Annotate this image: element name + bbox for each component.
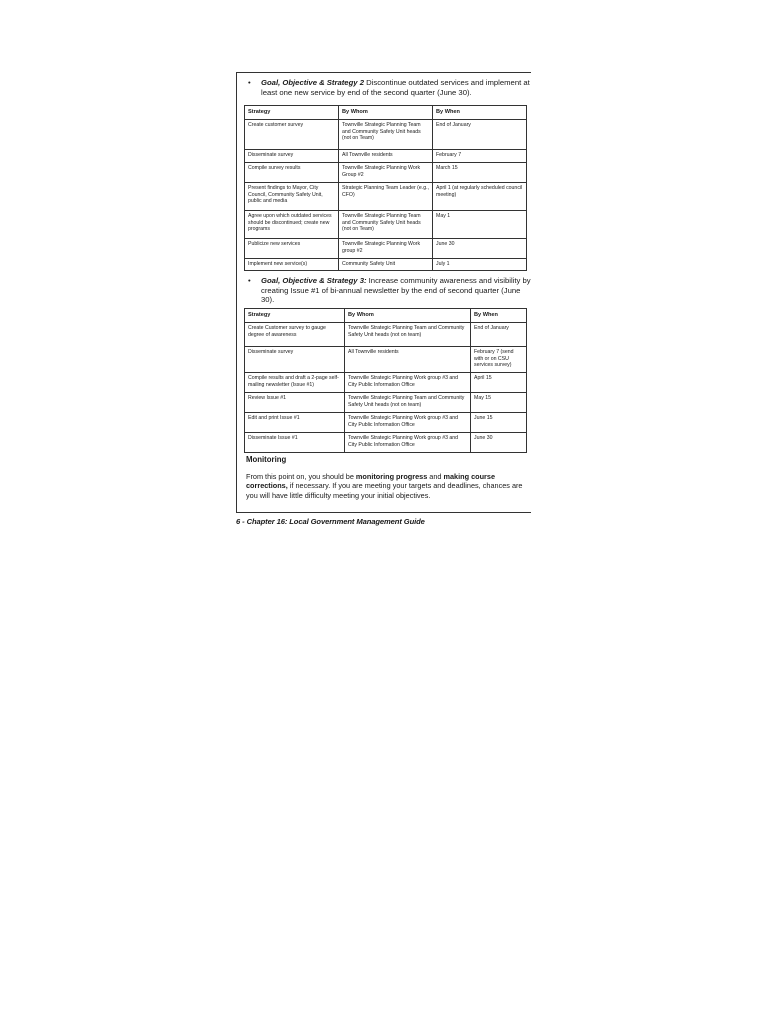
table-row — [245, 182, 527, 210]
goal-3-heading: Goal, Objective & Strategy 3: — [261, 276, 367, 285]
cell-strategy: Present findings to Mayor, City Council, Community Safety Unit, public and media — [245, 182, 339, 210]
cell-by-whom: Townville Strategic Planning Work group #2 — [339, 238, 433, 258]
monitoring-text-3: if necessary. If you are meeting your targets and deadlines, chances are you will have little difficulty meeting your initial objectives. — [246, 481, 523, 500]
page-footer: 6 - Chapter 16: Local Government Management Guide — [236, 517, 425, 526]
cell-by-whom: Community Safety Unit — [339, 258, 433, 271]
column-header-by-whom: By Whom — [345, 309, 471, 323]
column-header-strategy: Strategy — [245, 309, 345, 323]
strategy-table-1 — [244, 105, 527, 271]
cell-by-when: June 30 — [433, 238, 527, 258]
cell-by-whom: Townville Strategic Planning Work group #3 and City Public Information Office — [345, 432, 471, 452]
cell-by-when: April 1 (at regularly scheduled council meeting) — [433, 182, 527, 210]
table-row — [245, 119, 527, 149]
cell-strategy: Compile results and draft a 2-page self-mailing newsletter (Issue #1) — [245, 372, 345, 392]
column-header-by-whom: By Whom — [339, 106, 433, 120]
goal-2 — [248, 78, 532, 97]
cell-by-whom: Townville Strategic Planning Team and Community Safety Unit heads (not on team) — [345, 322, 471, 346]
cell-by-when: End of January — [433, 119, 527, 149]
cell-by-when: July 1 — [433, 258, 527, 271]
cell-by-whom: Townville Strategic Planning Work group #3 and City Public Information Office — [345, 412, 471, 432]
cell-by-when: April 15 — [471, 372, 527, 392]
cell-by-whom: All Townville residents — [345, 346, 471, 372]
cell-strategy: Agree upon which outdated services should be discontinued; create new programs — [245, 210, 339, 238]
table-row — [245, 149, 527, 162]
cell-by-when: February 7 — [433, 149, 527, 162]
table-row — [245, 392, 527, 412]
monitoring-emphasis-2: making course corrections, — [246, 472, 496, 491]
table-row — [245, 372, 527, 392]
monitoring-paragraph — [246, 472, 528, 500]
cell-strategy: Create customer survey — [245, 119, 339, 149]
column-header-by-when: By When — [471, 309, 527, 323]
table-row — [245, 412, 527, 432]
goal-2-heading: Goal, Objective & Strategy 2 — [261, 78, 364, 87]
cell-strategy: Review Issue #1 — [245, 392, 345, 412]
cell-by-whom: Townville Strategic Planning Team and Community Safety Unit heads (not on Team) — [339, 119, 433, 149]
cell-by-when: End of January — [471, 322, 527, 346]
cell-strategy: Disseminate Issue #1 — [245, 432, 345, 452]
cell-by-whom: Townville Strategic Planning Work group #3 and City Public Information Office — [345, 372, 471, 392]
cell-by-when: May 15 — [471, 392, 527, 412]
cell-strategy: Disseminate survey — [245, 149, 339, 162]
table-row — [245, 238, 527, 258]
cell-strategy: Create Customer survey to gauge degree of awareness — [245, 322, 345, 346]
cell-strategy: Disseminate survey — [245, 346, 345, 372]
table-header-row — [245, 309, 527, 323]
cell-by-whom: Townville Strategic Planning Work Group #2 — [339, 162, 433, 182]
goal-3-bullet: • — [248, 276, 251, 285]
goal-3 — [248, 276, 532, 305]
cell-by-whom: Townville Strategic Planning Team and Community Safety Unit heads (not on team) — [345, 392, 471, 412]
cell-by-when: June 30 — [471, 432, 527, 452]
cell-by-whom: Strategic Planning Team Leader (e.g., CFO) — [339, 182, 433, 210]
cell-by-whom: All Townville residents — [339, 149, 433, 162]
table-row — [245, 346, 527, 372]
cell-by-whom: Townville Strategic Planning Team and Community Safety Unit heads (not on Team) — [339, 210, 433, 238]
goal-2-text: Discontinue outdated services and implement at least one new service by end of the second quarter (June 30). — [261, 78, 530, 97]
page-bottom-rule — [236, 512, 531, 513]
monitoring-text-2: and — [427, 472, 444, 481]
table-row — [245, 258, 527, 271]
monitoring-text-1: From this point on, you should be — [246, 472, 356, 481]
column-header-by-when: By When — [433, 106, 527, 120]
table-row — [245, 432, 527, 452]
cell-by-when: March 15 — [433, 162, 527, 182]
cell-strategy: Compile survey results — [245, 162, 339, 182]
table-row — [245, 322, 527, 346]
goal-3-text: Increase community awareness and visibility by creating Issue #1 of bi-annual newsletter by the end of second quarter (June 30). — [261, 276, 531, 304]
cell-strategy: Publicize new services — [245, 238, 339, 258]
cell-strategy: Implement new service(s) — [245, 258, 339, 271]
monitoring-emphasis-1: monitoring progress — [355, 472, 428, 481]
cell-strategy: Edit and print Issue #1 — [245, 412, 345, 432]
strategy-table-2 — [244, 308, 527, 453]
table-header-row — [245, 106, 527, 120]
monitoring-heading: Monitoring — [246, 455, 287, 464]
goal-2-bullet: • — [248, 78, 251, 87]
table-row — [245, 162, 527, 182]
cell-by-when: June 15 — [471, 412, 527, 432]
cell-by-when: February 7 (send with or on CSU services survey) — [471, 346, 527, 372]
column-header-strategy: Strategy — [245, 106, 339, 120]
cell-by-when: May 1 — [433, 210, 527, 238]
table-row — [245, 210, 527, 238]
